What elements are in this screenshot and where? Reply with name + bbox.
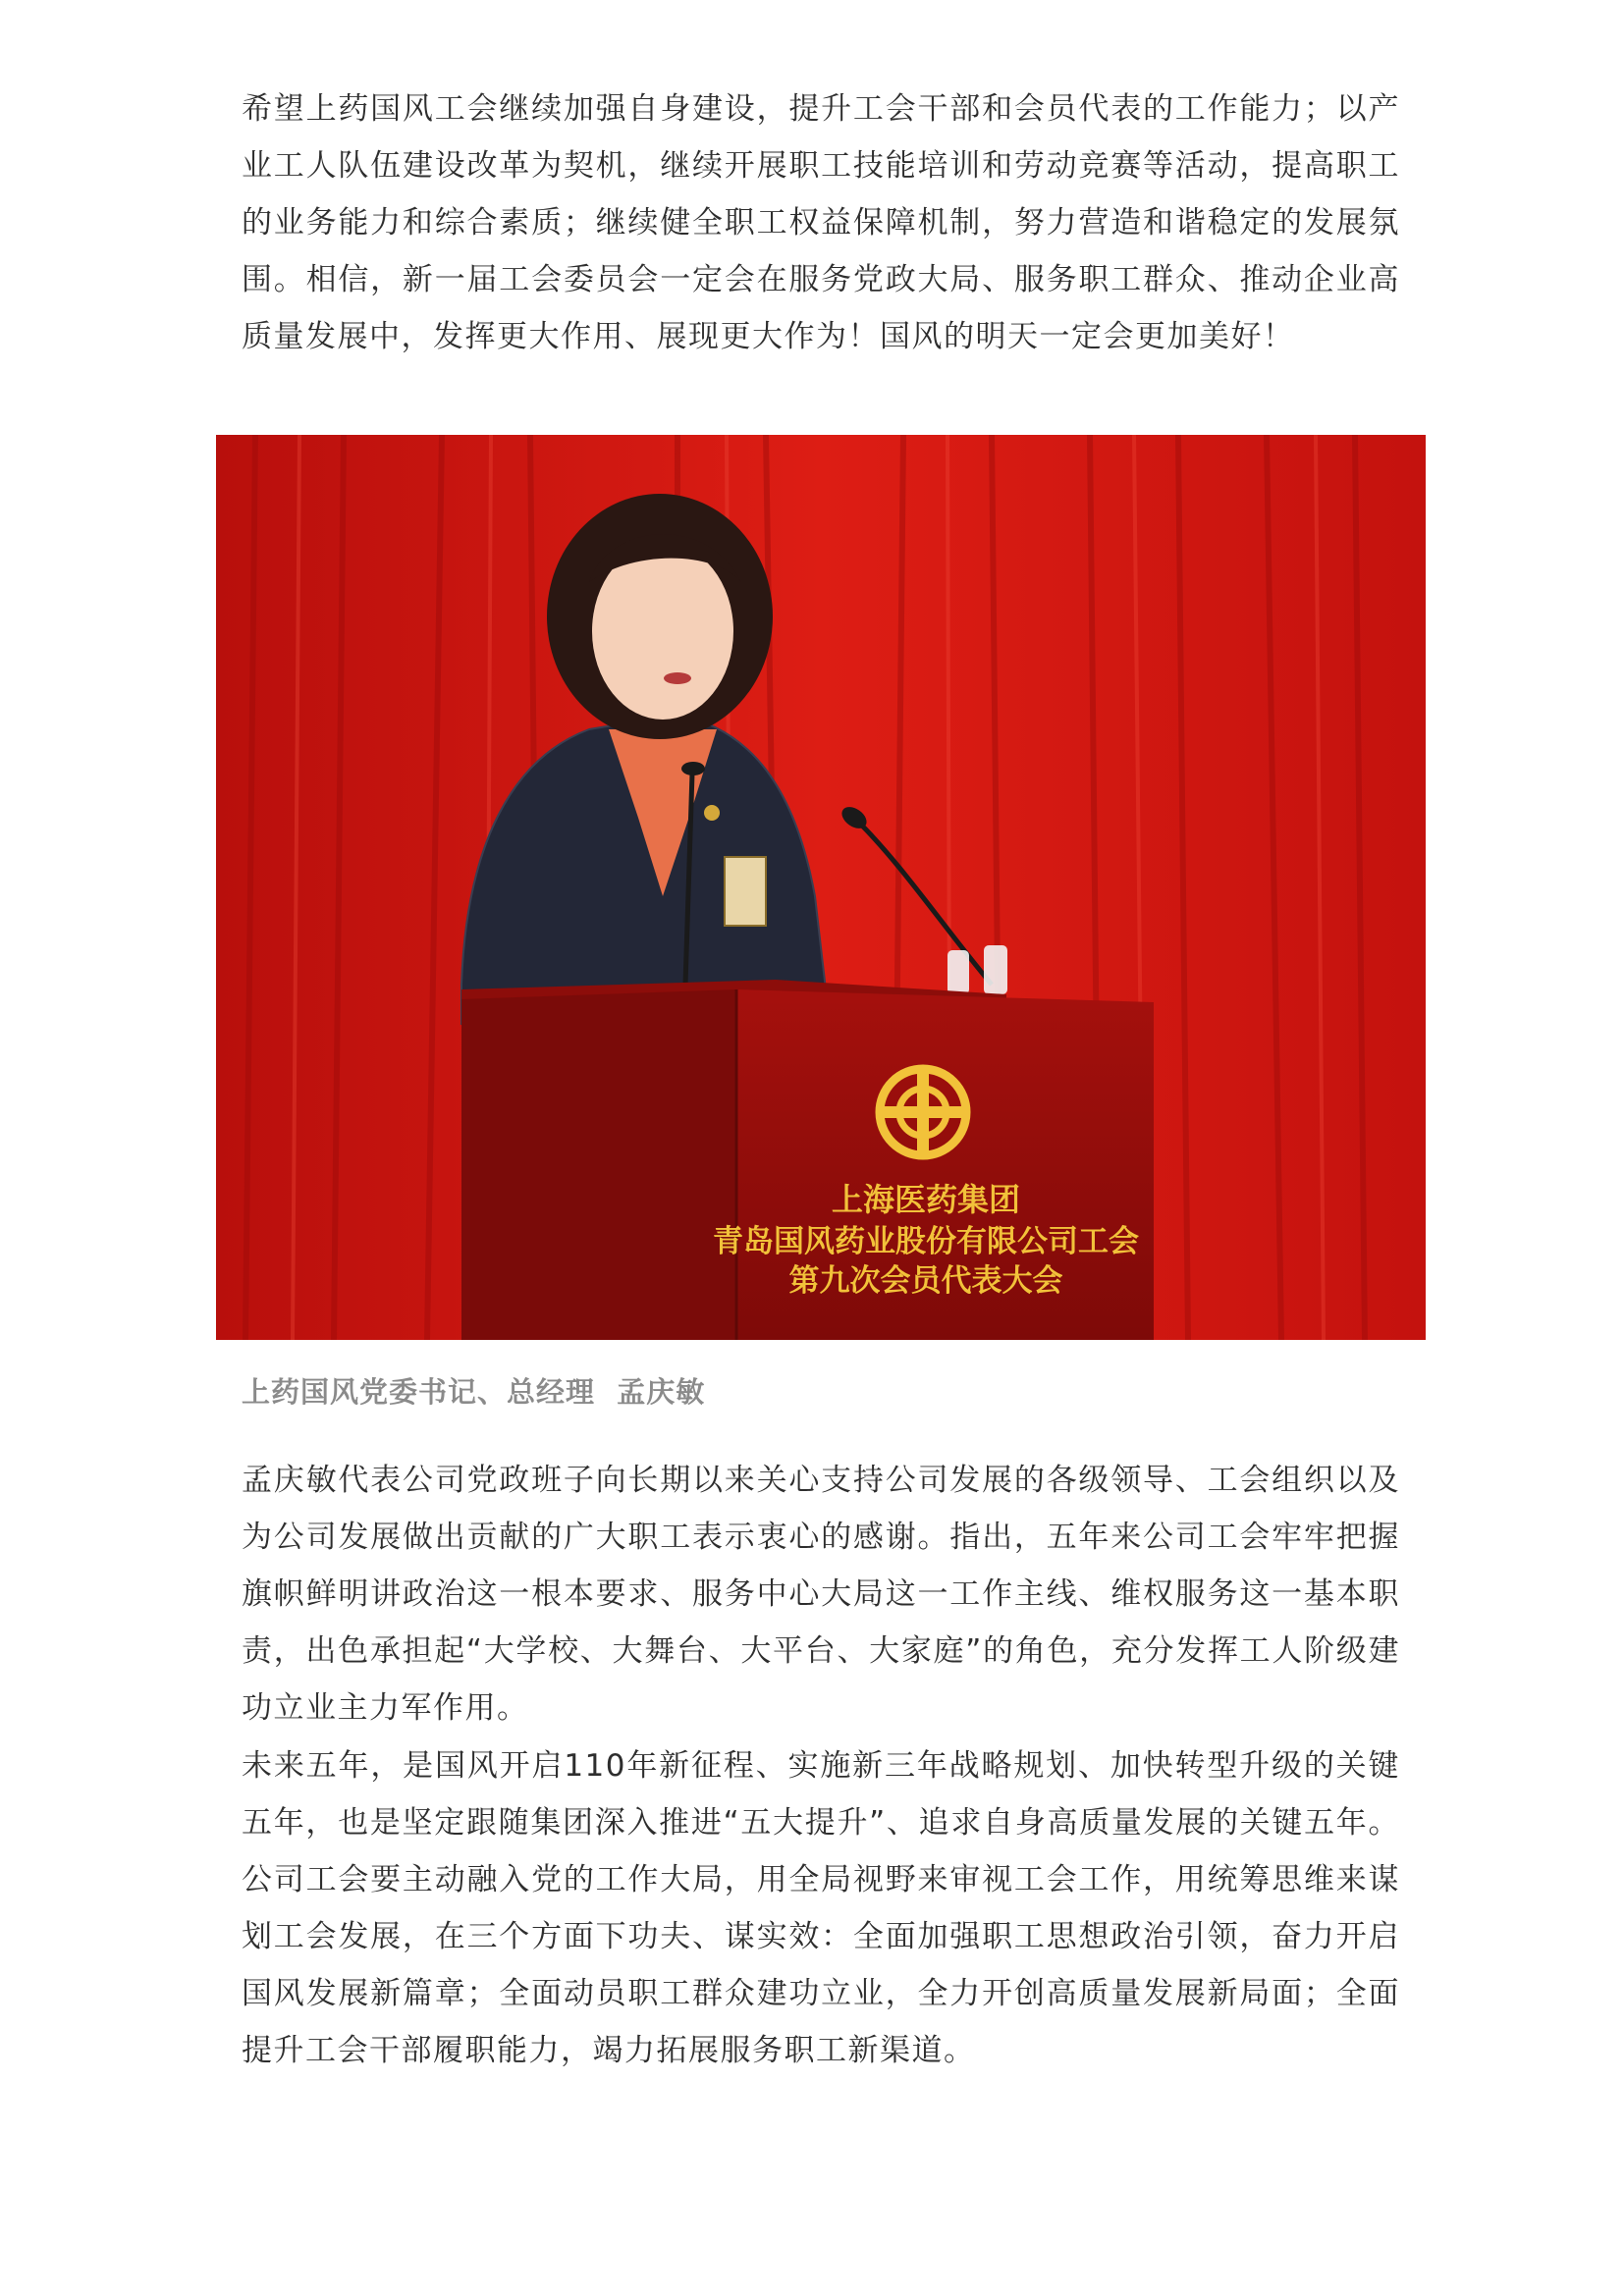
speaker-photo-illustration — [216, 435, 1426, 1340]
trade-union-emblem-icon — [880, 1069, 966, 1155]
article-paragraph: 孟庆敏代表公司党政班子向长期以来关心支持公司发展的各级领导、工会组织以及为公司发展做出贡献的广大职工表示衷心的感谢。指出，五年来公司工会牢牢把握旗帜鲜明讲政治这一根本要求、服务中心大局这一工作主线、维权服务这一基本职责，出色承担起“大学校、大舞台、大平台、大家庭”的角色，充分发挥工人阶级建功立业主力军作用。 — [242, 1463, 1400, 1726]
article-paragraph: 未来五年，是国风开启110年新征程、实施新三年战略规划、加快转型升级的关键五年，也是坚定跟随集团深入推进“五大提升”、追求自身高质量发展的关键五年。公司工会要主动融入党的工作大局，用全局视野来审视工会工作，用统筹思维来谋划工会发展，在三个方面下功夫、谋实效：全面加强职工思想政治引领，奋力开启国风发展新篇章；全面动员职工群众建功立业，全力开创高质量发展新局面；全面提升工会干部履职能力，竭力拓展服务职工新渠道。 — [242, 1748, 1400, 2068]
podium-line-2: 青岛国风药业股份有限公司工会 — [713, 1224, 1139, 1259]
speaker-photo — [216, 435, 1426, 1340]
podium-line-1: 上海医药集团 — [831, 1181, 1021, 1218]
photo-caption: 上药国风党委书记、总经理 孟庆敏 — [242, 1375, 706, 1409]
article-paragraph: 希望上药国风工会继续加强自身建设，提升工会干部和会员代表的工作能力；以产业工人队伍建设改革为契机，继续开展职工技能培训和劳动竞赛等活动，提高职工的业务能力和综合素质；继续健全职工权益保障机制，努力营造和谐稳定的发展氛围。相信，新一届工会委员会一定会在服务党政大局、服务职工群众、推动企业高质量发展中，发挥更大作用、展现更大作为！国风的明天一定会更加美好！ — [242, 91, 1400, 354]
podium-line-3: 第九次会员代表大会 — [788, 1263, 1063, 1299]
